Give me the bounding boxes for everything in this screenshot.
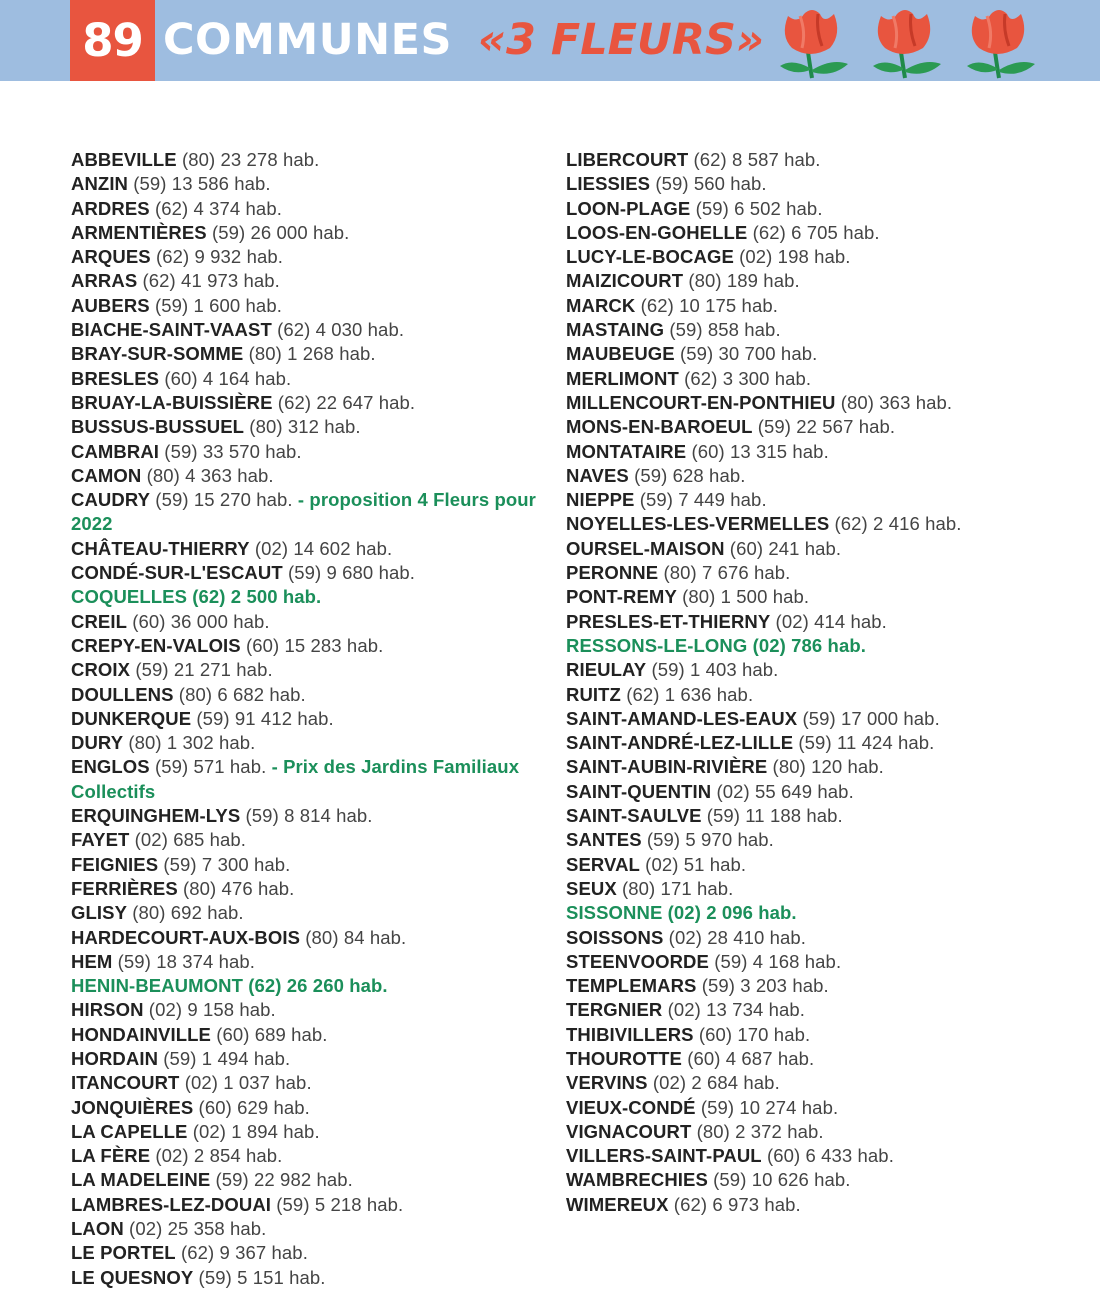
commune-details: (60) 36 000 hab. [127, 610, 270, 632]
commune-entry [71, 634, 541, 658]
commune-entry [71, 804, 541, 828]
commune-details: (59) 15 270 hab. [150, 489, 293, 511]
commune-details: (59) 10 274 hab. [695, 1096, 839, 1118]
commune-name: CAUDRY [71, 489, 151, 511]
commune-details: (60) 170 hab. [693, 1023, 811, 1045]
commune-entry [566, 1144, 1036, 1168]
commune-name: SAINT-ANDRÉ-LEZ-LILLE [566, 732, 794, 754]
commune-name: LA MADELEINE [71, 1169, 211, 1191]
commune-details: (59) 4 168 hab. [708, 950, 842, 972]
commune-details: (60) 4 687 hab. [682, 1047, 815, 1069]
commune-entry [566, 1120, 1036, 1144]
commune-entry [71, 707, 541, 731]
page-subtitle: «3 FLEURS» [478, 15, 764, 65]
commune-details: (80) 7 676 hab. [658, 562, 791, 584]
commune-details: (80) 1 500 hab. [676, 586, 810, 608]
commune-entry [566, 391, 1036, 415]
commune-entry [566, 221, 1036, 245]
commune-entry [71, 488, 541, 537]
commune-details: (59) 7 449 hab. [634, 489, 767, 511]
commune-name: BRUAY-LA-BUISSIÈRE [71, 391, 273, 413]
commune-details: (59) 571 hab. [149, 756, 267, 778]
commune-entry [71, 926, 541, 950]
commune-name: JONQUIÈRES [71, 1096, 194, 1118]
commune-details: (60) 4 164 hab. [159, 367, 292, 389]
commune-name: MARCK [566, 294, 636, 316]
commune-entry [566, 294, 1036, 318]
commune-details: (80) 84 hab. [300, 926, 407, 948]
commune-name: MAIZICOURT [566, 270, 684, 292]
commune-details: (59) 18 374 hab. [112, 950, 256, 972]
commune-entry [566, 974, 1036, 998]
commune-name: THIBIVILLERS [566, 1023, 694, 1045]
commune-name: RIEULAY [566, 659, 647, 681]
commune-entry [71, 1241, 541, 1265]
commune-name: VERVINS [566, 1072, 648, 1094]
commune-name: HENIN-BEAUMONT [71, 975, 244, 997]
commune-details: (62) 4 374 hab. [149, 197, 282, 219]
commune-entry [71, 1071, 541, 1095]
commune-name: HIRSON [71, 999, 144, 1021]
commune-name: NOYELLES-LES-VERMELLES [566, 513, 830, 535]
commune-name: CHÂTEAU-THIERRY [71, 537, 250, 559]
commune-entry [566, 658, 1036, 682]
commune-name: MONS-EN-BAROEUL [566, 416, 753, 438]
commune-details: (60) 6 433 hab. [761, 1145, 894, 1167]
commune-name: WIMEREUX [566, 1193, 669, 1215]
commune-entry [566, 561, 1036, 585]
commune-details: (59) 560 hab. [650, 173, 767, 195]
commune-name: SAINT-SAULVE [566, 805, 702, 827]
header-banner [0, 0, 1100, 81]
commune-name: TERGNIER [566, 999, 663, 1021]
commune-details: (59) 26 000 hab. [206, 221, 350, 243]
commune-details: (59) 5 970 hab. [641, 829, 774, 851]
commune-name: ARDRES [71, 197, 150, 219]
commune-name: DUNKERQUE [71, 707, 192, 729]
commune-details: (62) 6 973 hab. [668, 1193, 801, 1215]
commune-name: BIACHE-SAINT-VAAST [71, 319, 272, 341]
commune-entry [566, 585, 1036, 609]
commune-entry [71, 148, 541, 172]
commune-details: (60) 629 hab. [193, 1096, 310, 1118]
commune-name: BRESLES [71, 367, 160, 389]
commune-name: TEMPLEMARS [566, 975, 697, 997]
commune-entry [71, 853, 541, 877]
commune-details: (62) 26 260 hab. [243, 975, 388, 997]
commune-name: BUSSUS-BUSSUEL [71, 416, 245, 438]
commune-name: RESSONS-LE-LONG [566, 634, 748, 656]
commune-details: (02) 786 hab. [747, 634, 866, 656]
commune-name: BRAY-SUR-SOMME [71, 343, 244, 365]
commune-name: CROIX [71, 659, 131, 681]
commune-name: ARQUES [71, 246, 151, 268]
commune-entry [566, 1193, 1036, 1217]
commune-details: (80) 1 302 hab. [123, 732, 256, 754]
commune-entry [71, 367, 541, 391]
commune-name: VIGNACOURT [566, 1120, 692, 1142]
commune-name: LE QUESNOY [71, 1266, 194, 1288]
commune-name: FERRIÈRES [71, 877, 178, 899]
commune-entry [566, 537, 1036, 561]
commune-name: LAON [71, 1218, 124, 1240]
commune-details: (59) 8 814 hab. [240, 805, 373, 827]
commune-entry [71, 1096, 541, 1120]
commune-note: - Prix des Jardins Familiaux Collectifs [71, 756, 520, 802]
commune-entry [566, 950, 1036, 974]
commune-entry [566, 148, 1036, 172]
commune-entry [566, 318, 1036, 342]
commune-details: (80) 189 hab. [683, 270, 800, 292]
commune-name: COQUELLES [71, 586, 188, 608]
commune-entry [71, 1266, 541, 1290]
commune-details: (59) 858 hab. [664, 319, 781, 341]
commune-entry [566, 853, 1036, 877]
commune-details: (59) 33 570 hab. [159, 440, 302, 462]
commune-entry [566, 342, 1036, 366]
commune-entry [566, 926, 1036, 950]
commune-entry [71, 1023, 541, 1047]
commune-entry [71, 901, 541, 925]
commune-details: (02) 13 734 hab. [662, 999, 805, 1021]
commune-details: (80) 23 278 hab. [176, 149, 320, 170]
flower-icons [770, 2, 1046, 85]
commune-name: LA FÈRE [71, 1145, 151, 1167]
commune-details: (02) 2 854 hab. [150, 1145, 283, 1167]
commune-entry [71, 391, 541, 415]
commune-details: (59) 7 300 hab. [158, 853, 291, 875]
commune-entry [566, 901, 1036, 925]
commune-entry [71, 172, 541, 196]
commune-entry [566, 488, 1036, 512]
commune-details: (59) 1 494 hab. [158, 1047, 291, 1069]
commune-details: (02) 55 649 hab. [711, 780, 854, 802]
commune-details: (60) 15 283 hab. [240, 634, 384, 656]
commune-name: LUCY-LE-BOCAGE [566, 246, 734, 268]
commune-details: (59) 13 586 hab. [128, 173, 271, 195]
commune-details: (02) 9 158 hab. [143, 999, 276, 1021]
commune-name: ANZIN [71, 173, 129, 195]
commune-details: (59) 21 271 hab. [130, 659, 273, 681]
commune-name: THOUROTTE [566, 1047, 683, 1069]
commune-details: (80) 4 363 hab. [141, 464, 274, 486]
commune-entry [566, 804, 1036, 828]
commune-name: ENGLOS [71, 756, 150, 778]
commune-entry [71, 828, 541, 852]
commune-name: STEENVOORDE [566, 950, 709, 972]
commune-name: LOON-PLAGE [566, 197, 691, 219]
commune-name: SERVAL [566, 853, 640, 875]
commune-name: ARMENTIÈRES [71, 221, 207, 243]
commune-entry [71, 998, 541, 1022]
communes-list-left [71, 148, 541, 1290]
commune-name: CREPY-EN-VALOIS [71, 634, 241, 656]
commune-entry [71, 294, 541, 318]
commune-name: SANTES [566, 829, 642, 851]
commune-details: (02) 2 096 hab. [662, 902, 797, 924]
commune-entry [566, 512, 1036, 536]
commune-entry [566, 780, 1036, 804]
commune-name: WAMBRECHIES [566, 1169, 708, 1191]
commune-details: (02) 1 894 hab. [187, 1120, 320, 1142]
commune-name: SAINT-AUBIN-RIVIÈRE [566, 756, 768, 778]
commune-details: (60) 689 hab. [210, 1023, 328, 1045]
commune-name: MERLIMONT [566, 367, 679, 389]
commune-details: (59) 5 151 hab. [193, 1266, 326, 1288]
commune-details: (80) 312 hab. [244, 416, 361, 438]
commune-name: ITANCOURT [71, 1072, 180, 1094]
commune-entry [71, 877, 541, 901]
commune-details: (59) 91 412 hab. [191, 707, 334, 729]
commune-name: CONDÉ-SUR-L'ESCAUT [71, 562, 283, 584]
commune-entry [566, 683, 1036, 707]
commune-details: (59) 22 982 hab. [210, 1169, 353, 1191]
commune-details: (02) 1 037 hab. [179, 1072, 312, 1094]
commune-entry [71, 464, 541, 488]
commune-entry [71, 1217, 541, 1241]
commune-details: (62) 3 300 hab. [678, 367, 812, 389]
commune-details: (59) 5 218 hab. [271, 1193, 404, 1215]
commune-entry [71, 221, 541, 245]
commune-entry [566, 634, 1036, 658]
commune-name: ABBEVILLE [71, 149, 177, 170]
commune-entry [71, 537, 541, 561]
commune-name: NIEPPE [566, 489, 635, 511]
commune-entry [566, 172, 1036, 196]
commune-name: GLISY [71, 902, 128, 924]
commune-details: (80) 476 hab. [177, 877, 295, 899]
commune-details: (62) 1 636 hab. [620, 683, 754, 705]
commune-name: FEIGNIES [71, 853, 159, 875]
commune-name: SEUX [566, 877, 617, 899]
commune-entry [566, 1071, 1036, 1095]
commune-entry [566, 1096, 1036, 1120]
commune-entry [71, 731, 541, 755]
commune-name: PONT-REMY [566, 586, 677, 608]
commune-name: PERONNE [566, 562, 659, 584]
commune-entry [566, 707, 1036, 731]
commune-details: (59) 11 188 hab. [701, 805, 843, 827]
commune-name: MASTAING [566, 319, 665, 341]
commune-details: (62) 8 587 hab. [688, 149, 821, 170]
commune-name: HONDAINVILLE [71, 1023, 211, 1045]
commune-details: (59) 9 680 hab. [282, 562, 415, 584]
commune-name: LAMBRES-LEZ-DOUAI [71, 1193, 272, 1215]
commune-details: (80) 171 hab. [616, 877, 734, 899]
commune-details: (02) 685 hab. [129, 829, 247, 851]
commune-details: (02) 2 684 hab. [647, 1072, 780, 1094]
commune-entry [566, 610, 1036, 634]
commune-entry [71, 561, 541, 585]
commune-entry [71, 342, 541, 366]
commune-details: (59) 628 hab. [628, 464, 746, 486]
commune-name: SAINT-AMAND-LES-EAUX [566, 707, 798, 729]
commune-details: (59) 11 424 hab. [793, 732, 935, 754]
commune-name: SOISSONS [566, 926, 664, 948]
commune-details: (02) 51 hab. [639, 853, 747, 875]
communes-count: 89 [70, 0, 155, 81]
commune-details: (02) 14 602 hab. [249, 537, 393, 559]
commune-details: (62) 9 932 hab. [150, 246, 283, 268]
commune-details: (80) 2 372 hab. [691, 1120, 824, 1142]
commune-details: (62) 2 416 hab. [829, 513, 962, 535]
commune-name: LA CAPELLE [71, 1120, 188, 1142]
commune-details: (62) 22 647 hab. [272, 391, 416, 413]
commune-name: ERQUINGHEM-LYS [71, 805, 241, 827]
commune-name: NAVES [566, 464, 629, 486]
commune-details: (80) 120 hab. [767, 756, 884, 778]
commune-entry [566, 731, 1036, 755]
commune-name: FAYET [71, 829, 130, 851]
commune-name: CAMON [71, 464, 142, 486]
commune-entry [71, 974, 541, 998]
commune-details: (60) 13 315 hab. [686, 440, 829, 462]
commune-name: RUITZ [566, 683, 621, 705]
commune-entry [566, 998, 1036, 1022]
commune-details: (62) 2 500 hab. [187, 586, 322, 608]
flower-icon [957, 2, 1042, 80]
commune-entry [71, 1144, 541, 1168]
commune-name: HEM [71, 950, 113, 972]
commune-name: MILLENCOURT-EN-PONTHIEU [566, 391, 836, 413]
commune-entry [71, 950, 541, 974]
commune-entry [71, 440, 541, 464]
commune-details: (60) 241 hab. [724, 537, 842, 559]
commune-name: LIBERCOURT [566, 149, 689, 170]
commune-details: (80) 6 682 hab. [173, 683, 306, 705]
commune-details: (59) 22 567 hab. [752, 416, 896, 438]
commune-entry [71, 318, 541, 342]
commune-details: (59) 3 203 hab. [696, 975, 829, 997]
commune-note: - proposition 4 Fleurs pour 2022 [71, 489, 536, 535]
commune-details: (80) 1 268 hab. [243, 343, 376, 365]
commune-name: CREIL [71, 610, 127, 632]
commune-details: (80) 692 hab. [127, 902, 244, 924]
commune-entry [71, 1047, 541, 1071]
commune-details: (02) 414 hab. [770, 610, 887, 632]
commune-name: CAMBRAI [71, 440, 160, 462]
commune-details: (80) 363 hab. [835, 391, 953, 413]
commune-entry [71, 415, 541, 439]
commune-entry [71, 610, 541, 634]
commune-entry [566, 415, 1036, 439]
commune-details: (62) 41 973 hab. [137, 270, 280, 292]
commune-name: ARRAS [71, 270, 138, 292]
commune-details: (62) 10 175 hab. [635, 294, 778, 316]
commune-name: LIESSIES [566, 173, 651, 195]
commune-entry [71, 1120, 541, 1144]
commune-entry [566, 269, 1036, 293]
communes-list-right [566, 148, 1036, 1217]
commune-entry [71, 1193, 541, 1217]
commune-entry [71, 658, 541, 682]
commune-details: (59) 1 403 hab. [646, 659, 779, 681]
commune-name: DOULLENS [71, 683, 174, 705]
commune-entry [71, 197, 541, 221]
commune-entry [71, 269, 541, 293]
commune-details: (59) 30 700 hab. [674, 343, 818, 365]
commune-details: (02) 25 358 hab. [123, 1218, 267, 1240]
commune-details: (59) 17 000 hab. [797, 707, 940, 729]
commune-entry [566, 197, 1036, 221]
commune-entry [71, 245, 541, 269]
commune-details: (62) 9 367 hab. [175, 1242, 308, 1264]
commune-entry [566, 464, 1036, 488]
commune-entry [566, 1023, 1036, 1047]
commune-name: HARDECOURT-AUX-BOIS [71, 926, 301, 948]
commune-entry [566, 755, 1036, 779]
commune-entry [71, 755, 541, 804]
commune-name: VIEUX-CONDÉ [566, 1096, 696, 1118]
page-title: COMMUNES [163, 15, 452, 65]
commune-entry [566, 245, 1036, 269]
commune-details: (59) 6 502 hab. [690, 197, 823, 219]
commune-entry [566, 877, 1036, 901]
commune-name: LE PORTEL [71, 1242, 176, 1264]
commune-name: LOOS-EN-GOHELLE [566, 221, 748, 243]
commune-entry [71, 1168, 541, 1192]
commune-details: (59) 10 626 hab. [707, 1169, 851, 1191]
commune-name: SAINT-QUENTIN [566, 780, 712, 802]
commune-details: (02) 198 hab. [733, 246, 851, 268]
commune-name: DURY [71, 732, 124, 754]
commune-details: (62) 4 030 hab. [271, 319, 405, 341]
flower-icon [863, 2, 948, 80]
commune-entry [566, 1168, 1036, 1192]
commune-entry [566, 828, 1036, 852]
commune-details: (59) 1 600 hab. [149, 294, 282, 316]
commune-entry [71, 585, 541, 609]
commune-name: OURSEL-MAISON [566, 537, 725, 559]
commune-name: VILLERS-SAINT-PAUL [566, 1145, 762, 1167]
commune-entry [566, 367, 1036, 391]
commune-name: AUBERS [71, 294, 150, 316]
commune-details: (62) 6 705 hab. [747, 221, 880, 243]
commune-name: PRESLES-ET-THIERNY [566, 610, 771, 632]
commune-name: HORDAIN [71, 1047, 159, 1069]
commune-name: MONTATAIRE [566, 440, 687, 462]
commune-name: SISSONNE [566, 902, 663, 924]
commune-name: MAUBEUGE [566, 343, 675, 365]
commune-entry [566, 1047, 1036, 1071]
commune-entry [566, 440, 1036, 464]
flower-icon [770, 2, 855, 80]
commune-entry [71, 683, 541, 707]
commune-details: (02) 28 410 hab. [663, 926, 807, 948]
